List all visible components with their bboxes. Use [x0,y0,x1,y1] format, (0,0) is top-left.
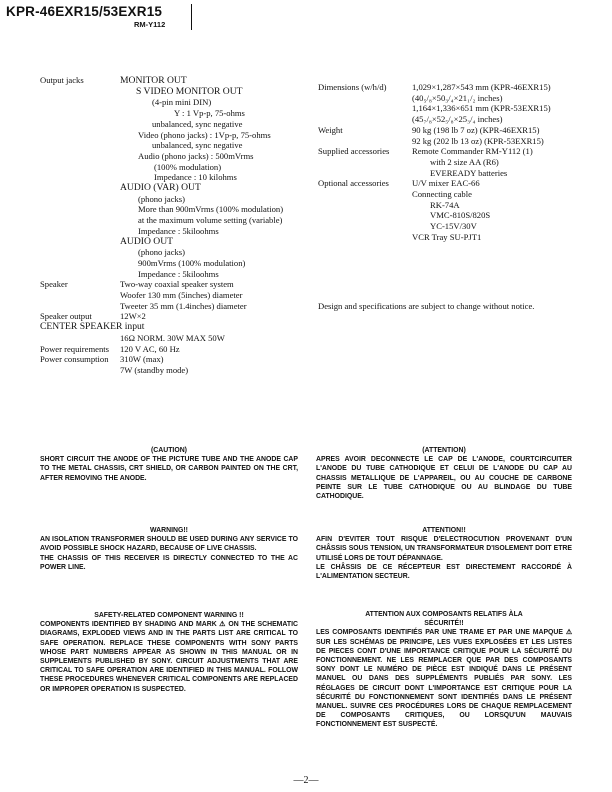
spec-speaker-output: 12W×2 [120,311,146,322]
spec-avar-3: at the maximum volume setting (variable) [138,215,283,226]
safety-en-text: COMPONENTS IDENTIFIED BY SHADING AND MARK ⚠ ON THE SCHEMATIC DIAGRAMS, EXPLODED VIEWS AND IN THE PARTS LIST ARE CRITICAL TO SAFE OPERATION. REPLACE THESE COMPONENTS WITH SONY PARTS WHOSE PART NUMBERS APPEAR AS SHOWN IN THIS MANUAL OR IN SUPPLEMENTS PUBLISHED BY SONY. CIRCUIT ADJUSTMENTS THAT ARE CRITICAL TO SAFE OPERATION ARE IDENTIFIED IN THIS MANUAL. FOLLOW THESE PROCEDURES WHENEVER CRITICAL COMPONENTS ARE REPLACED OR IMPROPER OPERATION IS SUSPECTED. [40,621,298,693]
spec-label-optional: Optional accessories [318,178,389,189]
spec-label-speaker: Speaker [40,279,68,290]
page-number: —2— [293,775,319,786]
spec-dim-1: 1,029×1,287×543 mm (KPR-46EXR15) [412,82,551,92]
spec-aout-1: (phono jacks) [138,247,186,258]
caution-en [40,446,298,483]
page-header [6,4,165,29]
spec-aout-2: 900mVrms (100% modulation) [138,257,246,268]
warning-fr-text-2: LE CHÂSSIS DE CE RÉCEPTEUR EST DIRECTEMENT RACCORDÉ À L'ALIMENTATION SECTEUR. [316,563,572,581]
caution-en-text: SHORT CIRCUIT THE ANODE OF THE PICTURE TUBE AND THE ANODE CAP TO THE METAL CHASSIS, CRT SHIELD, OR CARBON PAINTED ON THE CRT, AFTER REMOVING THE ANODE. [40,456,298,482]
spec-optional-3: RK-74A [430,199,460,210]
caution-fr-title: (ATTENTION) [422,447,466,454]
spec-label-supplied: Supplied accessories [318,146,390,157]
spec-dim-3: 1,164×1,336×651 mm (KPR-53EXR15) [412,103,551,114]
spec-optional-2: Connecting cable [412,189,472,200]
safety-fr-title-2: SÉCURITÉ!! [424,620,464,628]
caution-fr [316,446,572,501]
spec-speaker-3: Tweeter 35 mm (1.4inches) diameter [120,300,247,311]
spec-svideo: S VIDEO MONITOR OUT [136,85,243,97]
right-specs [318,82,608,243]
spec-supplied-2: with 2 size AA (R6) [430,156,499,167]
spec-optional-1: U/V mixer EAC-66 [412,178,480,189]
spec-label-speaker-output: Speaker output [40,311,92,322]
spec-supplied-3: EVEREADY batteries [430,167,508,178]
spec-notice: Design and specifications are subject to change without notice. [318,301,535,311]
spec-speaker-1: Two-way coaxial speaker system [120,279,234,290]
spec-optional-6: VCR Tray SU-PJT1 [412,231,482,242]
spec-label-weight: Weight [318,124,343,135]
spec-weight-1: 90 kg (198 lb 7 oz) (KPR-46EXR15) [412,124,540,135]
spec-label-power: Power requirements [40,343,109,354]
left-specs [40,75,300,376]
spec-consumption-standby: 7W (standby mode) [120,364,189,375]
warning-en [40,526,298,572]
spec-aout-3: Impedance : 5kiloohms [138,268,219,279]
spec-center-speaker: CENTER SPEAKER input [40,321,145,333]
spec-power: 120 V AC, 60 Hz [120,343,180,354]
spec-audio-2: (100% modulation) [154,161,222,172]
spec-video-2: unbalanced, sync negative [152,140,243,151]
warning-fr [316,526,572,581]
spec-label-dimensions: Dimensions (w/h/d) [318,82,387,92]
spec-label-consumption: Power consumption [40,354,109,365]
spec-avar-1: (phono jacks) [138,193,186,204]
spec-svideo-b: Y : 1 Vp-p, 75-ohms [174,108,245,119]
spec-center-1: 16Ω NORM. 30W MAX 50W [120,332,225,343]
warning-en-title: WARNING!! [150,527,188,534]
spec-audio-1: Audio (phono jacks) : 500mVrms [138,150,254,161]
warning-en-text-2: THE CHASSIS OF THIS RECEIVER IS DIRECTLY CONNECTED TO THE AC POWER LINE. [40,554,298,571]
spec-consumption: 310W (max) [120,354,164,365]
caution-en-title: (CAUTION) [151,447,187,454]
safety-en [40,611,298,694]
spec-avar-4: Impedance : 5kiloohms [138,225,219,236]
spec-audio-3: Impedance : 10 kilohms [154,172,237,183]
spec-audio-out: AUDIO OUT [120,235,174,247]
spec-dim-2: (40₅/₈×50₃/₄×21₁/₂ inches) [412,92,503,103]
header-divider [191,4,192,30]
remote-model: RM-Y112 [134,20,166,29]
spec-monitor-out: MONITOR OUT [120,75,187,86]
model-title: KPR-46EXR15/53EXR15 [6,4,163,19]
spec-label-output-jacks: Output jacks [40,75,84,85]
safety-fr-text: LES COMPOSANTS IDENTIFIÉS PAR UNE TRAME ET PAR UNE MAPQUE ⚠ SUR LES SCHÉMAS DE PRINCIPE, LES VUES EXPLOSÉES ET LES LISTES DE PIECES CONT D'UNE IMPORTANCE CRITIQUE POUR LA SÉCURITÉ DU FONCTIONNEMENT. NE LES REMPLACER QUE PAR DES COMPOSANTS SONY DONT LE NUMÉRO DE PIÈCE EST INDIQUÉ DANS LE PRÉSENT MANUEL OU DANS DES SUPPLÉMENTS PUBLIÉS PAR SONY. LES RÉGLAGES DE CIRCUIT DONT L'IMPORTANCE EST CRITIQUE POUR LA SÉCURITÉ DU FONCTIONNEMENT SONT IDENTIFIÉS DANS LE PRÉSENT MANUEL. SUIVRE CES PROCÉDURES LORS DE CHAQUE REMPLACEMENT DE COMPOSANTS CRITIQUES, OU LORSQU'UN MAUVAIS FONCTIONNEMENT EST SUSPECTÉ. [316,629,572,729]
spec-svideo-c: unbalanced, sync negative [152,118,243,129]
warning-fr-text-1: AFIN D'EVITER TOUT RISQUE D'ELECTROCUTION PROVENANT D'UN CHÂSSIS SOUS TENSION, UN TRANSFORMATEUR D'ISOLEMENT DOIT ETRE UTILISÉ LORS DE TOUT DÉPANNAGE. [316,536,572,562]
spec-svideo-a: (4-pin mini DIN) [152,97,212,108]
spec-supplied-1: Remote Commander RM-Y112 (1) [412,146,533,157]
spec-speaker-2: Woofer 130 mm (5inches) diameter [120,290,243,301]
safety-en-title: SAFETY-RELATED COMPONENT WARNING !! [94,612,244,619]
spec-weight-2: 92 kg (202 lb 13 oz) (KPR-53EXR15) [412,135,544,146]
spec-avar-2: More than 900mVrms (100% modulation) [138,204,284,215]
spec-video-1: Video (phono jacks) : 1Vp-p, 75-ohms [138,129,271,140]
warning-fr-title: ATTENTION!! [422,527,466,534]
spec-optional-5: YC-15V/30V [430,221,477,232]
spec-audio-var: AUDIO (VAR) OUT [120,182,201,194]
spec-optional-4: VMC-810S/820S [430,210,491,221]
warning-en-text-1: AN ISOLATION TRANSFORMER SHOULD BE USED DURING ANY SERVICE TO AVOID POSSIBLE SHOCK HAZARD, BECAUSE OF LIVE CHASSIS. [40,536,298,553]
safety-fr [316,610,572,730]
caution-fr-text: APRES AVOIR DECONNECTE LE CAP DE L'ANODE, COURTCIRCUITER L'ANODE DU TUBE CATHODIQUE ET CELUI DE L'ANODE DU CAP AU CHASSIS METALLIQUE DE L'APPAREIL, OU AU COUCHE DE CARBONE PEINTE SUR LE TUBE CATHODIQUE OU AU BLINDAGE DU TUBE CATHODIQUE. [316,456,572,501]
spec-dim-4: (45₇/₈×52₅/₈×25₃/₄ inches) [412,114,503,125]
safety-fr-title-1: ATTENTION AUX COMPOSANTS RELATIFS ÀLA [365,611,523,618]
